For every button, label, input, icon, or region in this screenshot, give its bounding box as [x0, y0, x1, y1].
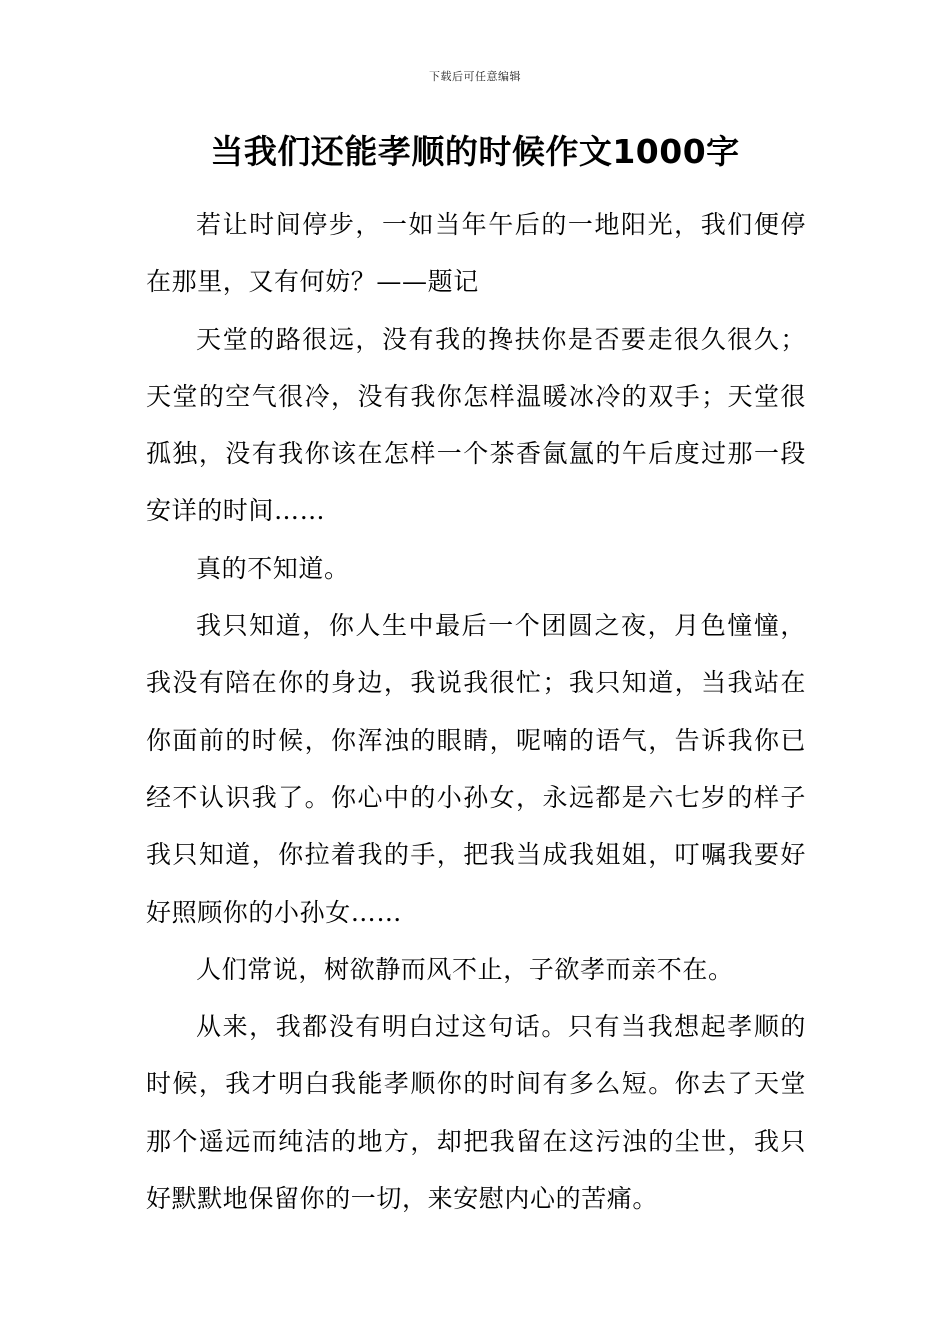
paragraph-only-know: 我只知道，你人生中最后一个团圆之夜，月色憧憧，我没有陪在你的身边，我说我很忙；我只知道，当我站在你面前的时候，你浑浊的眼睛，呢喃的语气，告诉我你已经不认识我了。你心中的小孙女，永远都是六七岁的样子我只知道，你拉着我的手，把我当成我姐姐，叮嘱我要好好照顾你的小孙女…… — [146, 611, 806, 927]
paragraph-dont-know: 真的不知道。 — [196, 553, 350, 583]
paragraph-heaven: 天堂的路很远，没有我的搀扶你是否要走很久很久；天堂的空气很冷，没有我你怎样温暖冰冷的双手；天堂很孤独，没有我你该在怎样一个茶香氤氲的午后度过那一段安详的时间…… — [146, 324, 806, 526]
paragraph-understanding: 从来，我都没有明白过这句话。只有当我想起孝顺的时候，我才明白我能孝顺你的时间有多么短。你去了天堂那个遥远而纯洁的地方，却把我留在这污浊的尘世，我只好默默地保留你的一切，来安慰内心的苦痛。 — [146, 1012, 806, 1214]
paragraph-epigraph: 若让时间停步，一如当年午后的一地阳光，我们便停在那里，又有何妨？——题记 — [146, 210, 806, 297]
essay-body — [146, 196, 806, 1227]
header-note: 下载后可任意编辑 — [429, 70, 521, 83]
page-title: 当我们还能孝顺的时候作文1000字 — [210, 132, 740, 171]
paragraph-saying: 人们常说，树欲静而风不止，子欲孝而亲不在。 — [196, 954, 734, 984]
